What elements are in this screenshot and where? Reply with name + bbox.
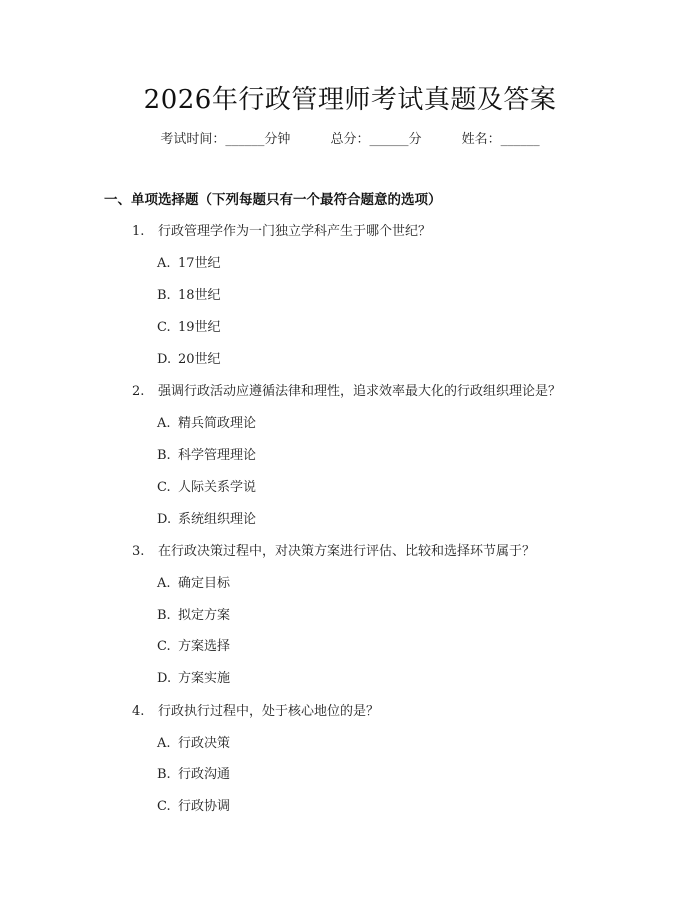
option-text: 18世纪 bbox=[178, 288, 221, 303]
option-item bbox=[157, 350, 221, 370]
option-text: 方案实施 bbox=[178, 671, 231, 686]
question-number: 4. bbox=[132, 704, 145, 719]
option-letter: A. bbox=[157, 736, 171, 751]
option-text: 精兵简政理论 bbox=[178, 416, 257, 431]
option-item bbox=[157, 286, 221, 306]
exam-meta bbox=[0, 130, 700, 150]
question-text: 在行政决策过程中，对决策方案进行评估、比较和选择环节属于？ bbox=[158, 544, 536, 559]
option-text: 20世纪 bbox=[178, 352, 221, 367]
option-item bbox=[157, 318, 221, 338]
section-heading: 一、单项选择题（下列每题只有一个最符合题意的选项） bbox=[104, 192, 442, 208]
option-text: 科学管理理论 bbox=[178, 448, 257, 463]
question-item bbox=[132, 222, 431, 242]
option-text: 17世纪 bbox=[178, 256, 221, 271]
option-item bbox=[157, 414, 256, 434]
question-text: 行政管理学作为一门独立学科产生于哪个世纪？ bbox=[158, 224, 432, 239]
option-item bbox=[157, 637, 230, 657]
option-letter: C. bbox=[157, 320, 171, 335]
option-item bbox=[157, 797, 230, 817]
question-item bbox=[132, 542, 535, 562]
question-number: 1. bbox=[132, 224, 145, 239]
page-title: 2026年行政管理师考试真题及答案 bbox=[143, 85, 557, 115]
exam-time-field: 考试时间：______分钟 bbox=[160, 132, 291, 147]
option-letter: B. bbox=[157, 288, 171, 303]
option-letter: D. bbox=[157, 671, 172, 686]
option-letter: C. bbox=[157, 799, 171, 814]
option-text: 行政协调 bbox=[178, 799, 231, 814]
option-letter: D. bbox=[157, 512, 172, 527]
option-text: 行政沟通 bbox=[178, 767, 231, 782]
option-letter: B. bbox=[157, 767, 171, 782]
option-letter: D. bbox=[157, 352, 172, 367]
option-item bbox=[157, 254, 221, 274]
question-number: 3. bbox=[132, 544, 145, 559]
option-text: 拟定方案 bbox=[178, 608, 231, 623]
question-item bbox=[132, 382, 561, 402]
question-text: 行政执行过程中，处于核心地位的是？ bbox=[158, 704, 380, 719]
option-item bbox=[157, 734, 230, 754]
option-text: 方案选择 bbox=[178, 639, 231, 654]
name-field: 姓名：______ bbox=[461, 132, 540, 147]
option-item bbox=[157, 574, 230, 594]
option-item bbox=[157, 478, 256, 498]
option-item bbox=[157, 446, 256, 466]
option-text: 19世纪 bbox=[178, 320, 221, 335]
option-item bbox=[157, 765, 230, 785]
total-score-field: 总分：______分 bbox=[330, 132, 422, 147]
option-letter: C. bbox=[157, 480, 171, 495]
option-item bbox=[157, 510, 256, 530]
option-letter: C. bbox=[157, 639, 171, 654]
question-text: 强调行政活动应遵循法律和理性，追求效率最大化的行政组织理论是？ bbox=[158, 384, 562, 399]
option-item bbox=[157, 606, 230, 626]
option-text: 人际关系学说 bbox=[178, 480, 257, 495]
option-letter: A. bbox=[157, 256, 171, 271]
question-item bbox=[132, 702, 379, 722]
option-letter: B. bbox=[157, 608, 171, 623]
option-text: 确定目标 bbox=[178, 576, 231, 591]
option-text: 行政决策 bbox=[178, 736, 231, 751]
option-item bbox=[157, 669, 230, 689]
option-letter: B. bbox=[157, 448, 171, 463]
option-letter: A. bbox=[157, 416, 171, 431]
option-text: 系统组织理论 bbox=[178, 512, 257, 527]
question-number: 2. bbox=[132, 384, 145, 399]
option-letter: A. bbox=[157, 576, 171, 591]
